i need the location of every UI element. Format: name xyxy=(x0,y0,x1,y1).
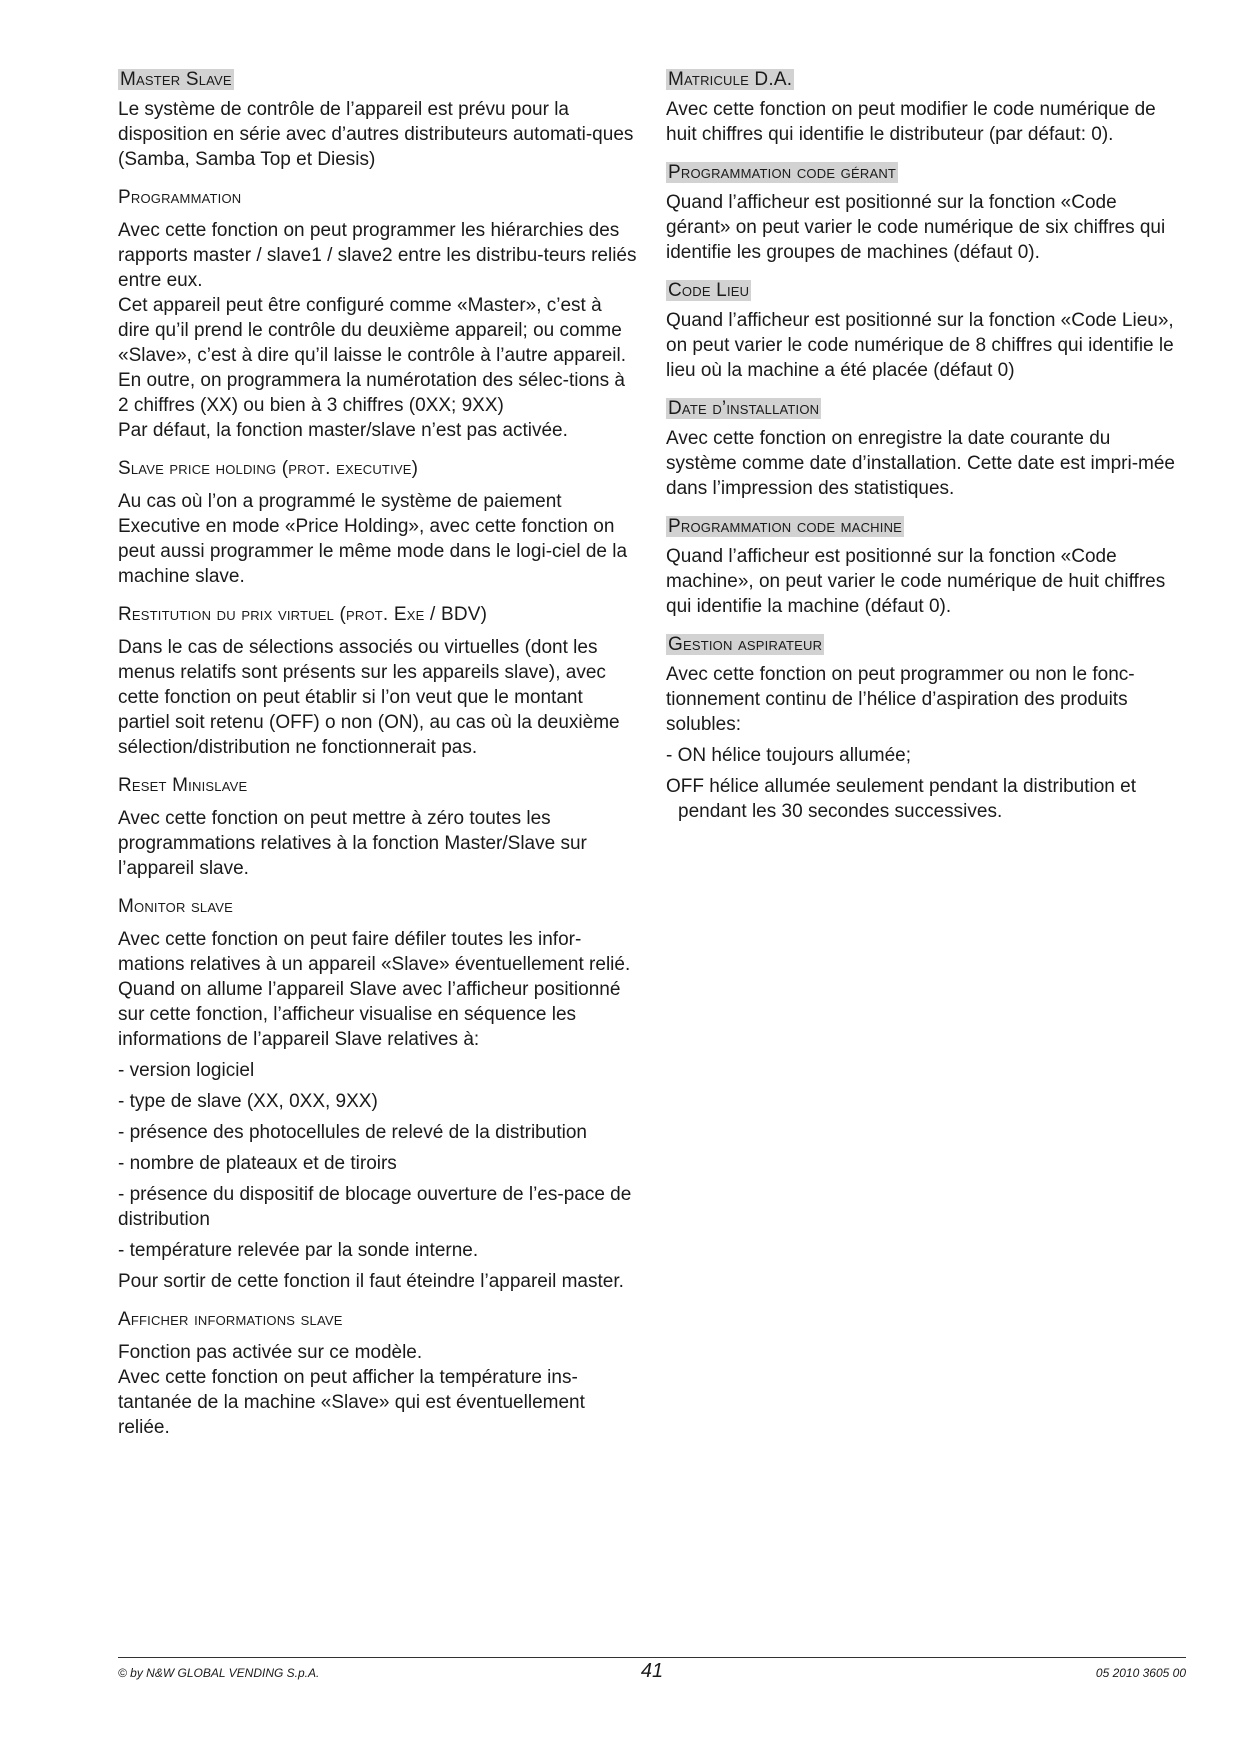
section-heading: Date d’installation xyxy=(668,398,820,419)
paragraph: Avec cette fonction on peut modifier le code numérique de huit chiffres qui identifie le distributeur (par défaut: 0). xyxy=(666,99,1156,145)
paragraph: Avec cette fonction on enregistre la date courante du système comme date d’installation. Cette date est impri-mée dans l’impression des statistiques. xyxy=(666,428,1175,499)
paragraph: Le système de contrôle de l’appareil est prévu pour la disposition en série avec d’autres distributeurs automati-ques (Samba, Samba Top et Diesis) xyxy=(118,99,634,170)
section-afficher-informations xyxy=(118,1308,638,1440)
section-heading: Reset Minislave xyxy=(118,775,248,796)
section-heading: Gestion aspirateur xyxy=(668,634,823,655)
section-heading: Afficher informations slave xyxy=(118,1309,343,1330)
section-heading: Monitor slave xyxy=(118,896,233,917)
section-restitution-prix xyxy=(118,603,638,760)
footer-doc-code: 05 2010 3605 00 xyxy=(1095,1666,1186,1680)
paragraph: Cet appareil peut être configuré comme «Master», c’est à dire qu’il prend le contrôle du deuxième appareil; ou comme «Slave», c’est à dire qu’il laisse le contrôle à l’autre appareil. xyxy=(118,295,626,366)
section-heading: Programmation code machine xyxy=(668,516,903,537)
section-heading: Matricule D.A. xyxy=(668,69,793,90)
section-heading: Programmation xyxy=(118,187,242,208)
paragraph: Avec cette fonction on peut programmer ou non le fonc-tionnement continu de l’hélice d’aspiration des produits solubles: xyxy=(666,664,1135,735)
section-code-gerant xyxy=(666,161,1186,265)
list-item: - présence des photocellules de relevé de la distribution xyxy=(118,1122,587,1143)
section-matricule xyxy=(666,68,1186,147)
section-master-slave xyxy=(118,68,638,172)
paragraph: Avec cette fonction on peut mettre à zéro toutes les programmations relatives à la fonction Master/Slave sur l’appareil slave. xyxy=(118,808,587,879)
section-heading: Restitution du prix virtuel (prot. Exe / BDV) xyxy=(118,604,488,625)
paragraph: Quand l’afficheur est positionné sur la fonction «Code Lieu», on peut varier le code numérique de 8 chiffres qui identifie le lieu où la machine a été placée (défaut 0) xyxy=(666,310,1174,381)
paragraph: Au cas où l’on a programmé le système de paiement Executive en mode «Price Holding», avec cette fonction on peut aussi programmer le même mode dans le logi-ciel de la machine slave. xyxy=(118,491,628,587)
section-code-lieu xyxy=(666,279,1186,383)
list-item: OFF hélice allumée seulement pendant la distribution et pendant les 30 secondes successives. xyxy=(666,776,1136,822)
section-heading: Master Slave xyxy=(120,69,232,90)
paragraph: Pour sortir de cette fonction il faut éteindre l’appareil master. xyxy=(118,1271,624,1292)
list-item: - nombre de plateaux et de tiroirs xyxy=(118,1153,397,1174)
paragraph: Avec cette fonction on peut afficher la température ins-tantanée de la machine «Slave» qui est éventuellement reliée. xyxy=(118,1367,585,1438)
paragraph: Dans le cas de sélections associés ou virtuelles (dont les menus relatifs sont présents sur les appareils slave), avec cette fonction on peut établir si l’on veut que le montant partiel soit retenu (OFF) o non (ON), au cas où la deuxième sélection/distribution ne fonctionnerait pas. xyxy=(118,637,620,758)
section-date-installation xyxy=(666,397,1186,501)
page-number: 41 xyxy=(640,1660,664,1682)
paragraph: Fonction pas activée sur ce modèle. xyxy=(118,1342,423,1363)
right-column xyxy=(666,68,1186,838)
left-column xyxy=(118,68,638,1454)
list-item: - version logiciel xyxy=(118,1060,255,1081)
paragraph: Quand l’afficheur est positionné sur la fonction «Code gérant» on peut varier le code numérique de six chiffres qui identifie les groupes de machines (défaut 0). xyxy=(666,192,1166,263)
paragraph: En outre, on programmera la numérotation des sélec-tions à 2 chiffres (XX) ou bien à 3 chiffres (0XX; 9XX) xyxy=(118,370,625,416)
section-code-machine xyxy=(666,515,1186,619)
section-programmation xyxy=(118,186,638,443)
list-item: - présence du dispositif de blocage ouverture de l’es-pace de distribution xyxy=(118,1184,632,1230)
list-item: - ON hélice toujours allumée; xyxy=(666,745,911,766)
section-heading: Programmation code gérant xyxy=(668,162,897,183)
list-item: - température relevée par la sonde interne. xyxy=(118,1240,479,1261)
section-reset-minislave xyxy=(118,774,638,881)
footer-copyright: © by N&W GLOBAL VENDING S.p.A. xyxy=(118,1666,320,1680)
paragraph: Quand l’afficheur est positionné sur la fonction «Code machine», on peut varier le code numérique de huit chiffres qui identifie la machine (défaut 0). xyxy=(666,546,1166,617)
paragraph: Par défaut, la fonction master/slave n’est pas activée. xyxy=(118,420,568,441)
section-heading: Code Lieu xyxy=(668,280,750,301)
list-item: - type de slave (XX, 0XX, 9XX) xyxy=(118,1091,378,1112)
paragraph: Avec cette fonction on peut faire défiler toutes les infor-mations relatives à un appareil «Slave» éventuellement relié. Quand on allume l’appareil Slave avec l’afficheur positionné sur cette fonction, l’afficheur visualise en séquence les informations de l’appareil Slave relatives à: xyxy=(118,929,631,1050)
section-gestion-aspirateur xyxy=(666,633,1186,824)
section-slave-price-holding xyxy=(118,457,638,589)
paragraph: Avec cette fonction on peut programmer les hiérarchies des rapports master / slave1 / slave2 entre les distribu-teurs reliés entre eux. xyxy=(118,220,637,291)
section-monitor-slave xyxy=(118,895,638,1294)
section-heading: Slave price holding (prot. executive) xyxy=(118,458,419,479)
page-footer xyxy=(118,1657,1186,1688)
